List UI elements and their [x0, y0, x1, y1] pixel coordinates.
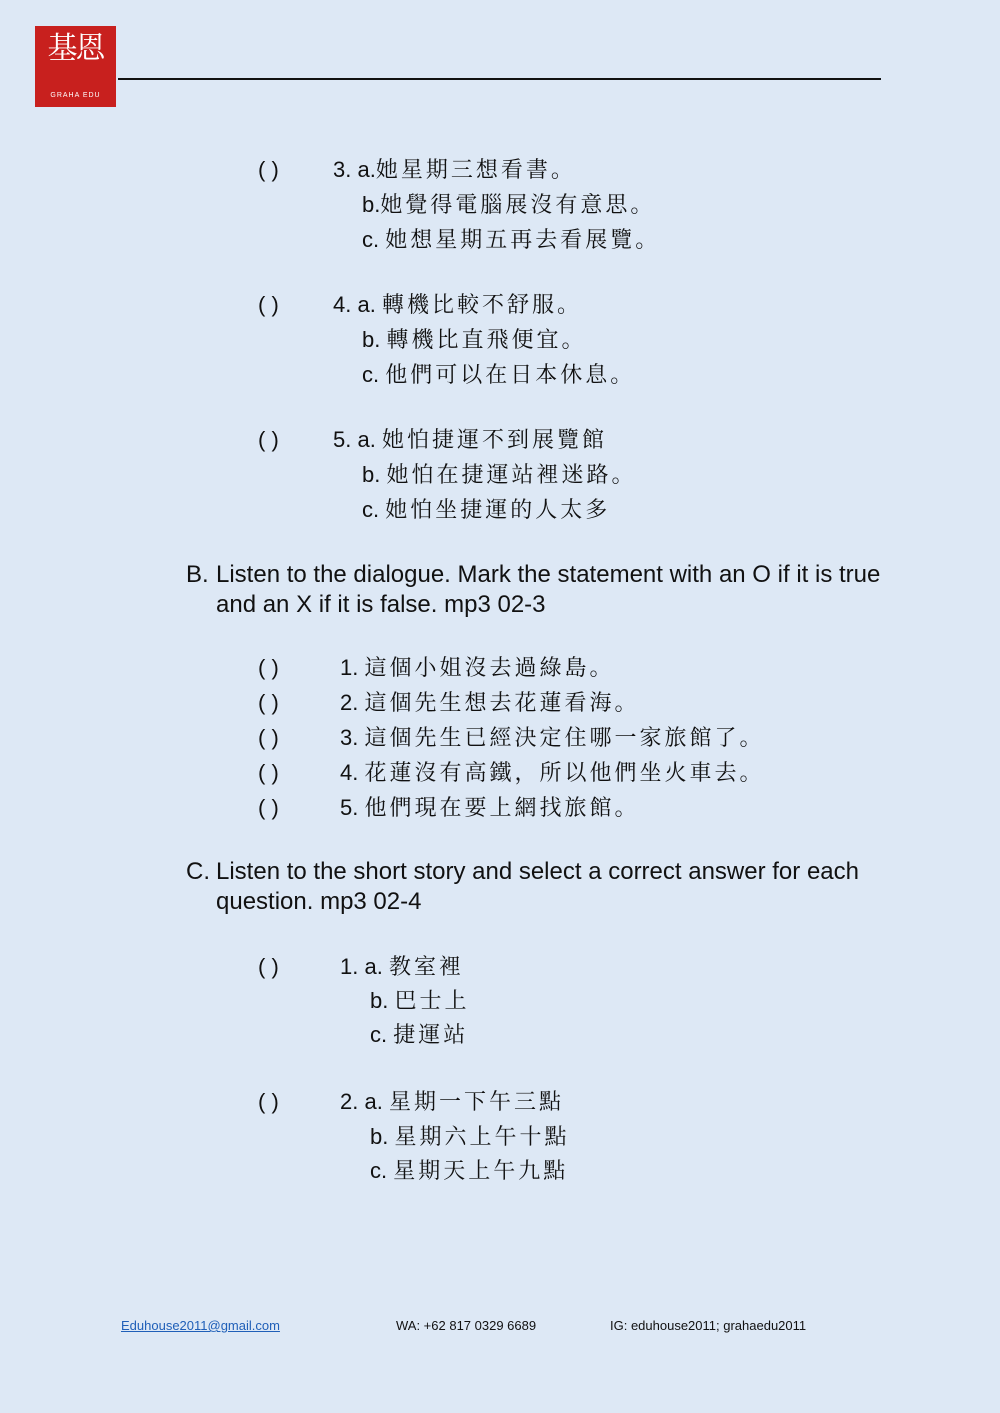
- option-label: c.: [362, 227, 380, 252]
- option-label: a.: [357, 427, 376, 452]
- section-instruction: Listen to the short story and select a correct answer for each question. mp3 02-4: [216, 858, 859, 915]
- answer-blank[interactable]: ( ): [258, 725, 279, 750]
- section-instruction: Listen to the dialogue. Mark the statement with an O if it is true and an X if it is false. mp3 02-3: [216, 561, 881, 618]
- question-c1: [258, 949, 464, 985]
- option-text: 轉機比較不舒服。: [381, 293, 582, 318]
- question-c2: [258, 1084, 564, 1120]
- question-number: 1.: [340, 954, 359, 979]
- logo-subtitle: GRAHA EDU: [50, 92, 101, 99]
- answer-blank[interactable]: ( ): [258, 760, 279, 785]
- answer-blank[interactable]: ( ): [258, 292, 279, 317]
- footer-whatsapp: WA: +62 817 0329 6689: [396, 1318, 537, 1333]
- question-number: 4.: [333, 292, 352, 317]
- option-b: [362, 457, 637, 493]
- option-text: 她怕在捷運站裡迷路。: [386, 463, 637, 488]
- answer-blank[interactable]: ( ): [258, 954, 279, 979]
- option-label: c.: [362, 497, 380, 522]
- statement-number: 5.: [340, 795, 359, 820]
- option-text: 她覺得電腦展沒有意思。: [380, 193, 656, 218]
- option-c: [370, 1017, 468, 1053]
- option-text: 捷運站: [393, 1023, 469, 1048]
- statement-b3: [258, 720, 765, 756]
- statement-text: 這個小姐沒去過綠島。: [364, 656, 615, 681]
- question-number: 2.: [340, 1089, 359, 1114]
- option-b: [362, 187, 655, 223]
- option-text: 她怕捷運不到展覽館: [381, 428, 607, 453]
- statement-b1: [258, 650, 615, 686]
- answer-blank[interactable]: ( ): [258, 1089, 279, 1114]
- statement-number: 2.: [340, 690, 359, 715]
- option-label: a.: [357, 157, 376, 182]
- option-text: 星期天上午九點: [393, 1159, 569, 1184]
- logo-mark: 基恩: [47, 31, 104, 66]
- option-c: [362, 357, 635, 393]
- option-label: a.: [364, 1089, 383, 1114]
- question-a3: [258, 152, 576, 188]
- option-c: [362, 222, 660, 258]
- email-link[interactable]: Eduhouse2011@gmail.com: [121, 1318, 280, 1333]
- question-number: 5.: [333, 427, 352, 452]
- question-number: 3.: [333, 157, 352, 182]
- section-letter: C.: [186, 858, 210, 885]
- option-text: 巴士上: [394, 989, 470, 1014]
- statement-b2: [258, 685, 640, 721]
- option-label: b.: [370, 1124, 389, 1149]
- option-text: 星期一下午三點: [388, 1090, 564, 1115]
- answer-blank[interactable]: ( ): [258, 795, 279, 820]
- option-label: b.: [362, 192, 381, 217]
- answer-blank[interactable]: ( ): [258, 157, 279, 182]
- section-b-heading: [186, 560, 886, 622]
- option-label: c.: [370, 1158, 388, 1183]
- footer-instagram: IG: eduhouse2011; grahaedu2011: [610, 1318, 807, 1333]
- footer-email[interactable]: [121, 1318, 280, 1333]
- statement-number: 4.: [340, 760, 359, 785]
- option-b: [370, 983, 470, 1019]
- option-label: a.: [364, 954, 383, 979]
- option-text: 她星期三想看書。: [375, 158, 576, 183]
- option-text: 她想星期五再去看展覽。: [385, 228, 661, 253]
- question-a4: [258, 287, 582, 323]
- option-text: 星期六上午十點: [394, 1125, 570, 1150]
- statement-text: 他們現在要上網找旅館。: [364, 796, 640, 821]
- statement-number: 1.: [340, 655, 359, 680]
- option-text: 轉機比直飛便宜。: [386, 328, 587, 353]
- option-label: b.: [362, 462, 381, 487]
- option-label: b.: [370, 988, 389, 1013]
- option-label: b.: [362, 327, 381, 352]
- option-label: c.: [370, 1022, 388, 1047]
- option-text: 教室裡: [388, 955, 464, 980]
- header-rule: [118, 78, 881, 80]
- logo: [35, 26, 116, 107]
- option-text: 她怕坐捷運的人太多: [385, 498, 611, 523]
- statement-b5: [258, 790, 640, 826]
- option-text: 他們可以在日本休息。: [385, 363, 636, 388]
- answer-blank[interactable]: ( ): [258, 427, 279, 452]
- question-a5: [258, 422, 607, 458]
- option-b: [370, 1119, 570, 1155]
- statement-b4: [258, 755, 765, 791]
- option-label: a.: [357, 292, 376, 317]
- statement-text: 這個先生想去花蓮看海。: [364, 691, 640, 716]
- statement-number: 3.: [340, 725, 359, 750]
- statement-text: 花蓮沒有高鐵，所以他們坐火車去。: [364, 761, 765, 786]
- option-c: [370, 1153, 568, 1189]
- statement-text: 這個先生已經決定住哪一家旅館了。: [364, 726, 765, 751]
- section-letter: B.: [186, 561, 209, 588]
- section-c-heading: [186, 857, 886, 919]
- option-b: [362, 322, 587, 358]
- answer-blank[interactable]: ( ): [258, 690, 279, 715]
- answer-blank[interactable]: ( ): [258, 655, 279, 680]
- option-c: [362, 492, 610, 528]
- option-label: c.: [362, 362, 380, 387]
